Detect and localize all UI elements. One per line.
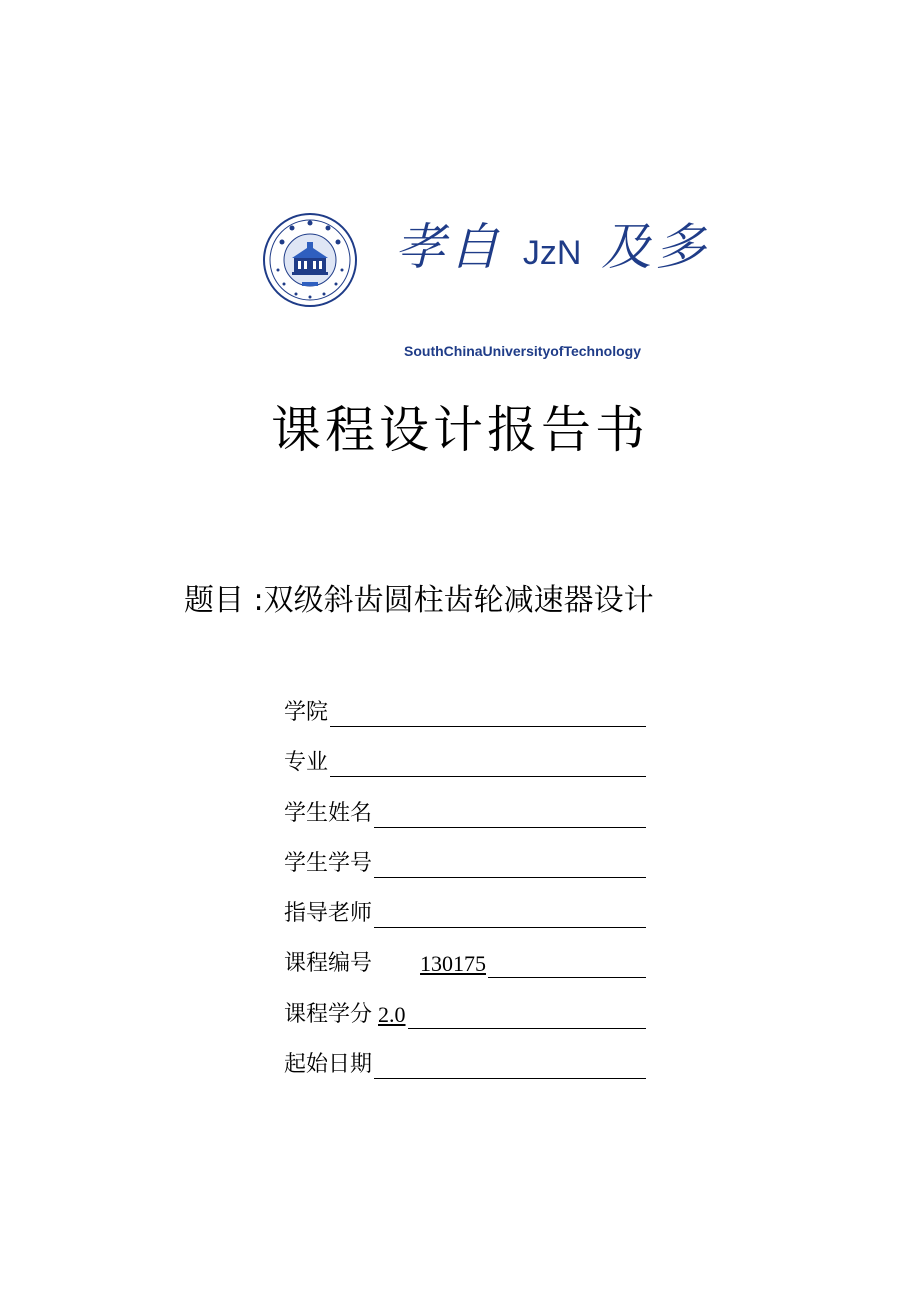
fill-in-line[interactable]	[330, 696, 646, 727]
field-student-name	[284, 797, 646, 847]
fill-in-line[interactable]	[488, 947, 646, 978]
university-seal-logo	[262, 212, 358, 308]
wordmark-cjk-1: 孝自	[395, 218, 503, 276]
fill-in-line[interactable]	[374, 897, 646, 928]
fill-in-line[interactable]	[330, 746, 646, 777]
wordmark-latin: JzN	[522, 234, 582, 272]
fill-in-line[interactable]	[374, 797, 646, 828]
field-major	[284, 746, 646, 796]
field-label: 学院	[284, 700, 329, 725]
field-start-date	[284, 1048, 646, 1098]
university-english-name: SouthChinaUniversityofTechnology	[404, 343, 641, 359]
field-advisor	[284, 897, 646, 947]
wordmark-cjk-2: 及多	[601, 218, 710, 276]
university-wordmark	[395, 212, 709, 288]
course-credit-value: 2.0	[378, 1001, 406, 1027]
report-title: 课程设计报告书	[271, 401, 649, 459]
field-label: 起始日期	[284, 1052, 373, 1078]
field-label: 学生姓名	[284, 800, 373, 826]
field-label: 指导老师	[284, 901, 373, 927]
course-code-value: 130175	[420, 951, 487, 977]
topic-line: 题目 :双级斜齿圆柱齿轮减速器设计	[184, 583, 654, 618]
field-student-id	[284, 847, 646, 897]
fill-in-line[interactable]	[374, 1048, 646, 1079]
field-label: 课程学分	[284, 1001, 373, 1027]
field-college	[284, 696, 646, 746]
field-course-code	[284, 947, 646, 997]
field-label: 学生学号	[284, 850, 373, 876]
info-fields	[284, 696, 646, 1098]
fill-in-line[interactable]	[408, 998, 646, 1029]
fill-in-line[interactable]	[374, 847, 646, 878]
field-label: 课程编号	[284, 951, 373, 977]
field-label: 专业	[284, 750, 329, 776]
field-course-credit	[284, 998, 646, 1048]
